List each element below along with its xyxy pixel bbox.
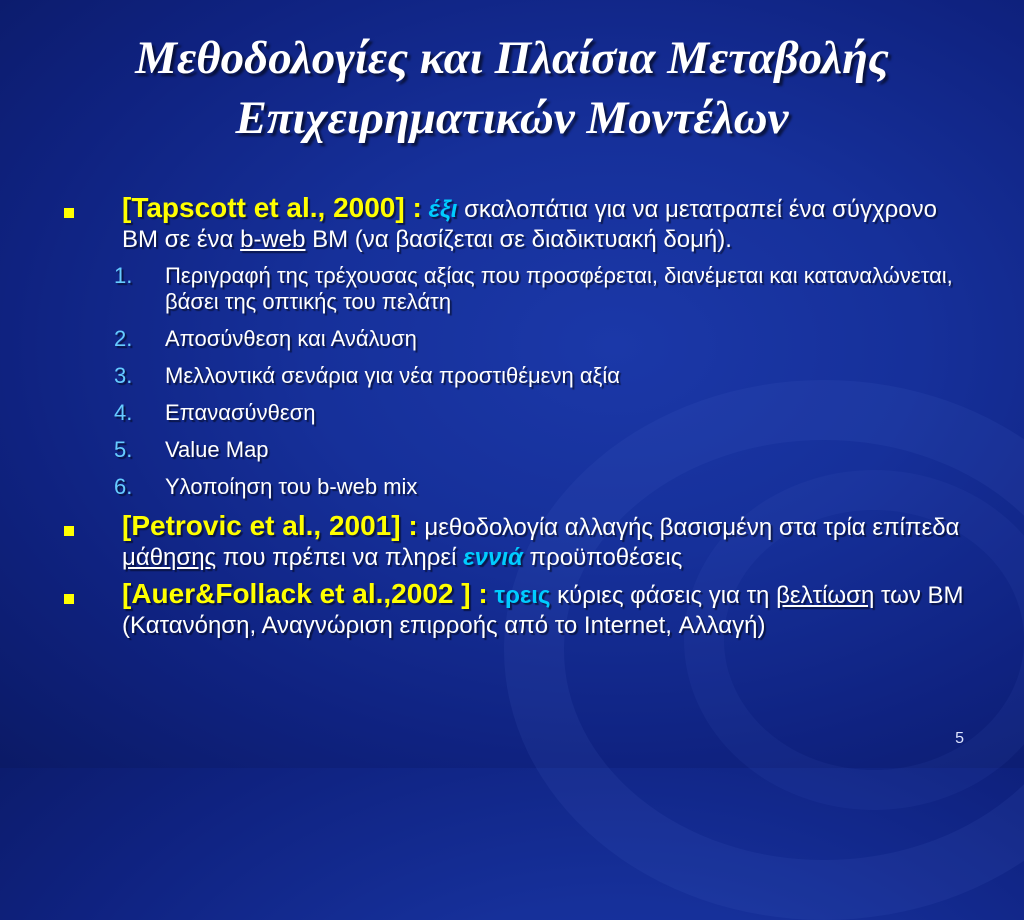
- citation: [Tapscott et al., 2000] :: [122, 192, 422, 223]
- numbered-steps-list: [62, 263, 967, 500]
- bullet-item-petrovic: [62, 511, 967, 573]
- step-number: 1.: [114, 263, 133, 288]
- bullet-text: [122, 579, 967, 641]
- citation: [Petrovic et al., 2001] :: [122, 510, 418, 541]
- step-number: 2.: [114, 326, 133, 351]
- bullet-text-part: BM (να βασίζεται σε διαδικτυακή δομή).: [312, 226, 732, 253]
- step-text: Περιγραφή της τρέχουσας αξίας που προσφέρεται, διανέμεται και καταναλώνεται, βάσει της οπτικής του πελάτη: [165, 263, 953, 314]
- underlined-term: βελτίωση: [776, 582, 875, 609]
- bullet-text: [122, 193, 967, 255]
- title-line-1: Μεθοδολογίες και Πλαίσια Μεταβολής: [135, 32, 889, 84]
- bullet-text-part: προϋποθέσεις: [529, 544, 683, 571]
- highlight-number: τρεις: [494, 582, 551, 609]
- step-text: Value Map: [165, 437, 269, 462]
- list-item: [62, 363, 967, 389]
- step-number: 4.: [114, 400, 133, 425]
- citation: [Auer&Follack et al.,2002 ] :: [122, 578, 488, 609]
- bullet-text-part: μεθοδολογία αλλαγής βασισμένη στα τρία επίπεδα: [424, 514, 960, 541]
- square-bullet-icon: [64, 526, 74, 536]
- title-line-2: Επιχειρηματικών Μοντέλων: [235, 92, 789, 144]
- bullet-item-auer: [62, 579, 967, 641]
- underlined-term: b-web: [240, 226, 306, 253]
- bullet-text-part: κύριες φάσεις για τη: [557, 582, 770, 609]
- bullet-text-part: που πρέπει να πληρεί: [222, 544, 457, 571]
- list-item: [62, 263, 967, 315]
- list-item: [62, 437, 967, 463]
- step-text: Αποσύνθεση και Ανάλυση: [165, 326, 417, 351]
- step-text: Μελλοντικά σενάρια για νέα προστιθέμενη αξία: [165, 363, 621, 388]
- step-text: Υλοποίηση του b-web mix: [165, 474, 418, 499]
- step-text: Επανασύνθεση: [165, 400, 316, 425]
- step-number: 5.: [114, 437, 133, 462]
- highlight-number: εννιά: [463, 544, 523, 571]
- list-item: [62, 400, 967, 426]
- highlight-number: έξι: [428, 196, 458, 223]
- bullet-text-part: σκαλοπάτια για να μετατραπεί ένα σύγχρονο BM σε ένα: [122, 196, 937, 253]
- slide-title: [40, 28, 984, 148]
- slide-content: [62, 193, 967, 641]
- square-bullet-icon: [64, 208, 74, 218]
- square-bullet-icon: [64, 594, 74, 604]
- step-number: 3.: [114, 363, 133, 388]
- list-item: [62, 474, 967, 500]
- underlined-term: μάθησης: [122, 544, 217, 571]
- step-number: 6.: [114, 474, 133, 499]
- bullet-text: [122, 511, 967, 573]
- page-number: 5: [955, 730, 964, 747]
- list-item: [62, 326, 967, 352]
- bullet-text-part: των BM (Κατανόηση, Αναγνώριση επιρροής από το Internet, Αλλαγή): [122, 582, 964, 639]
- bullet-item-tapscott: [62, 193, 967, 255]
